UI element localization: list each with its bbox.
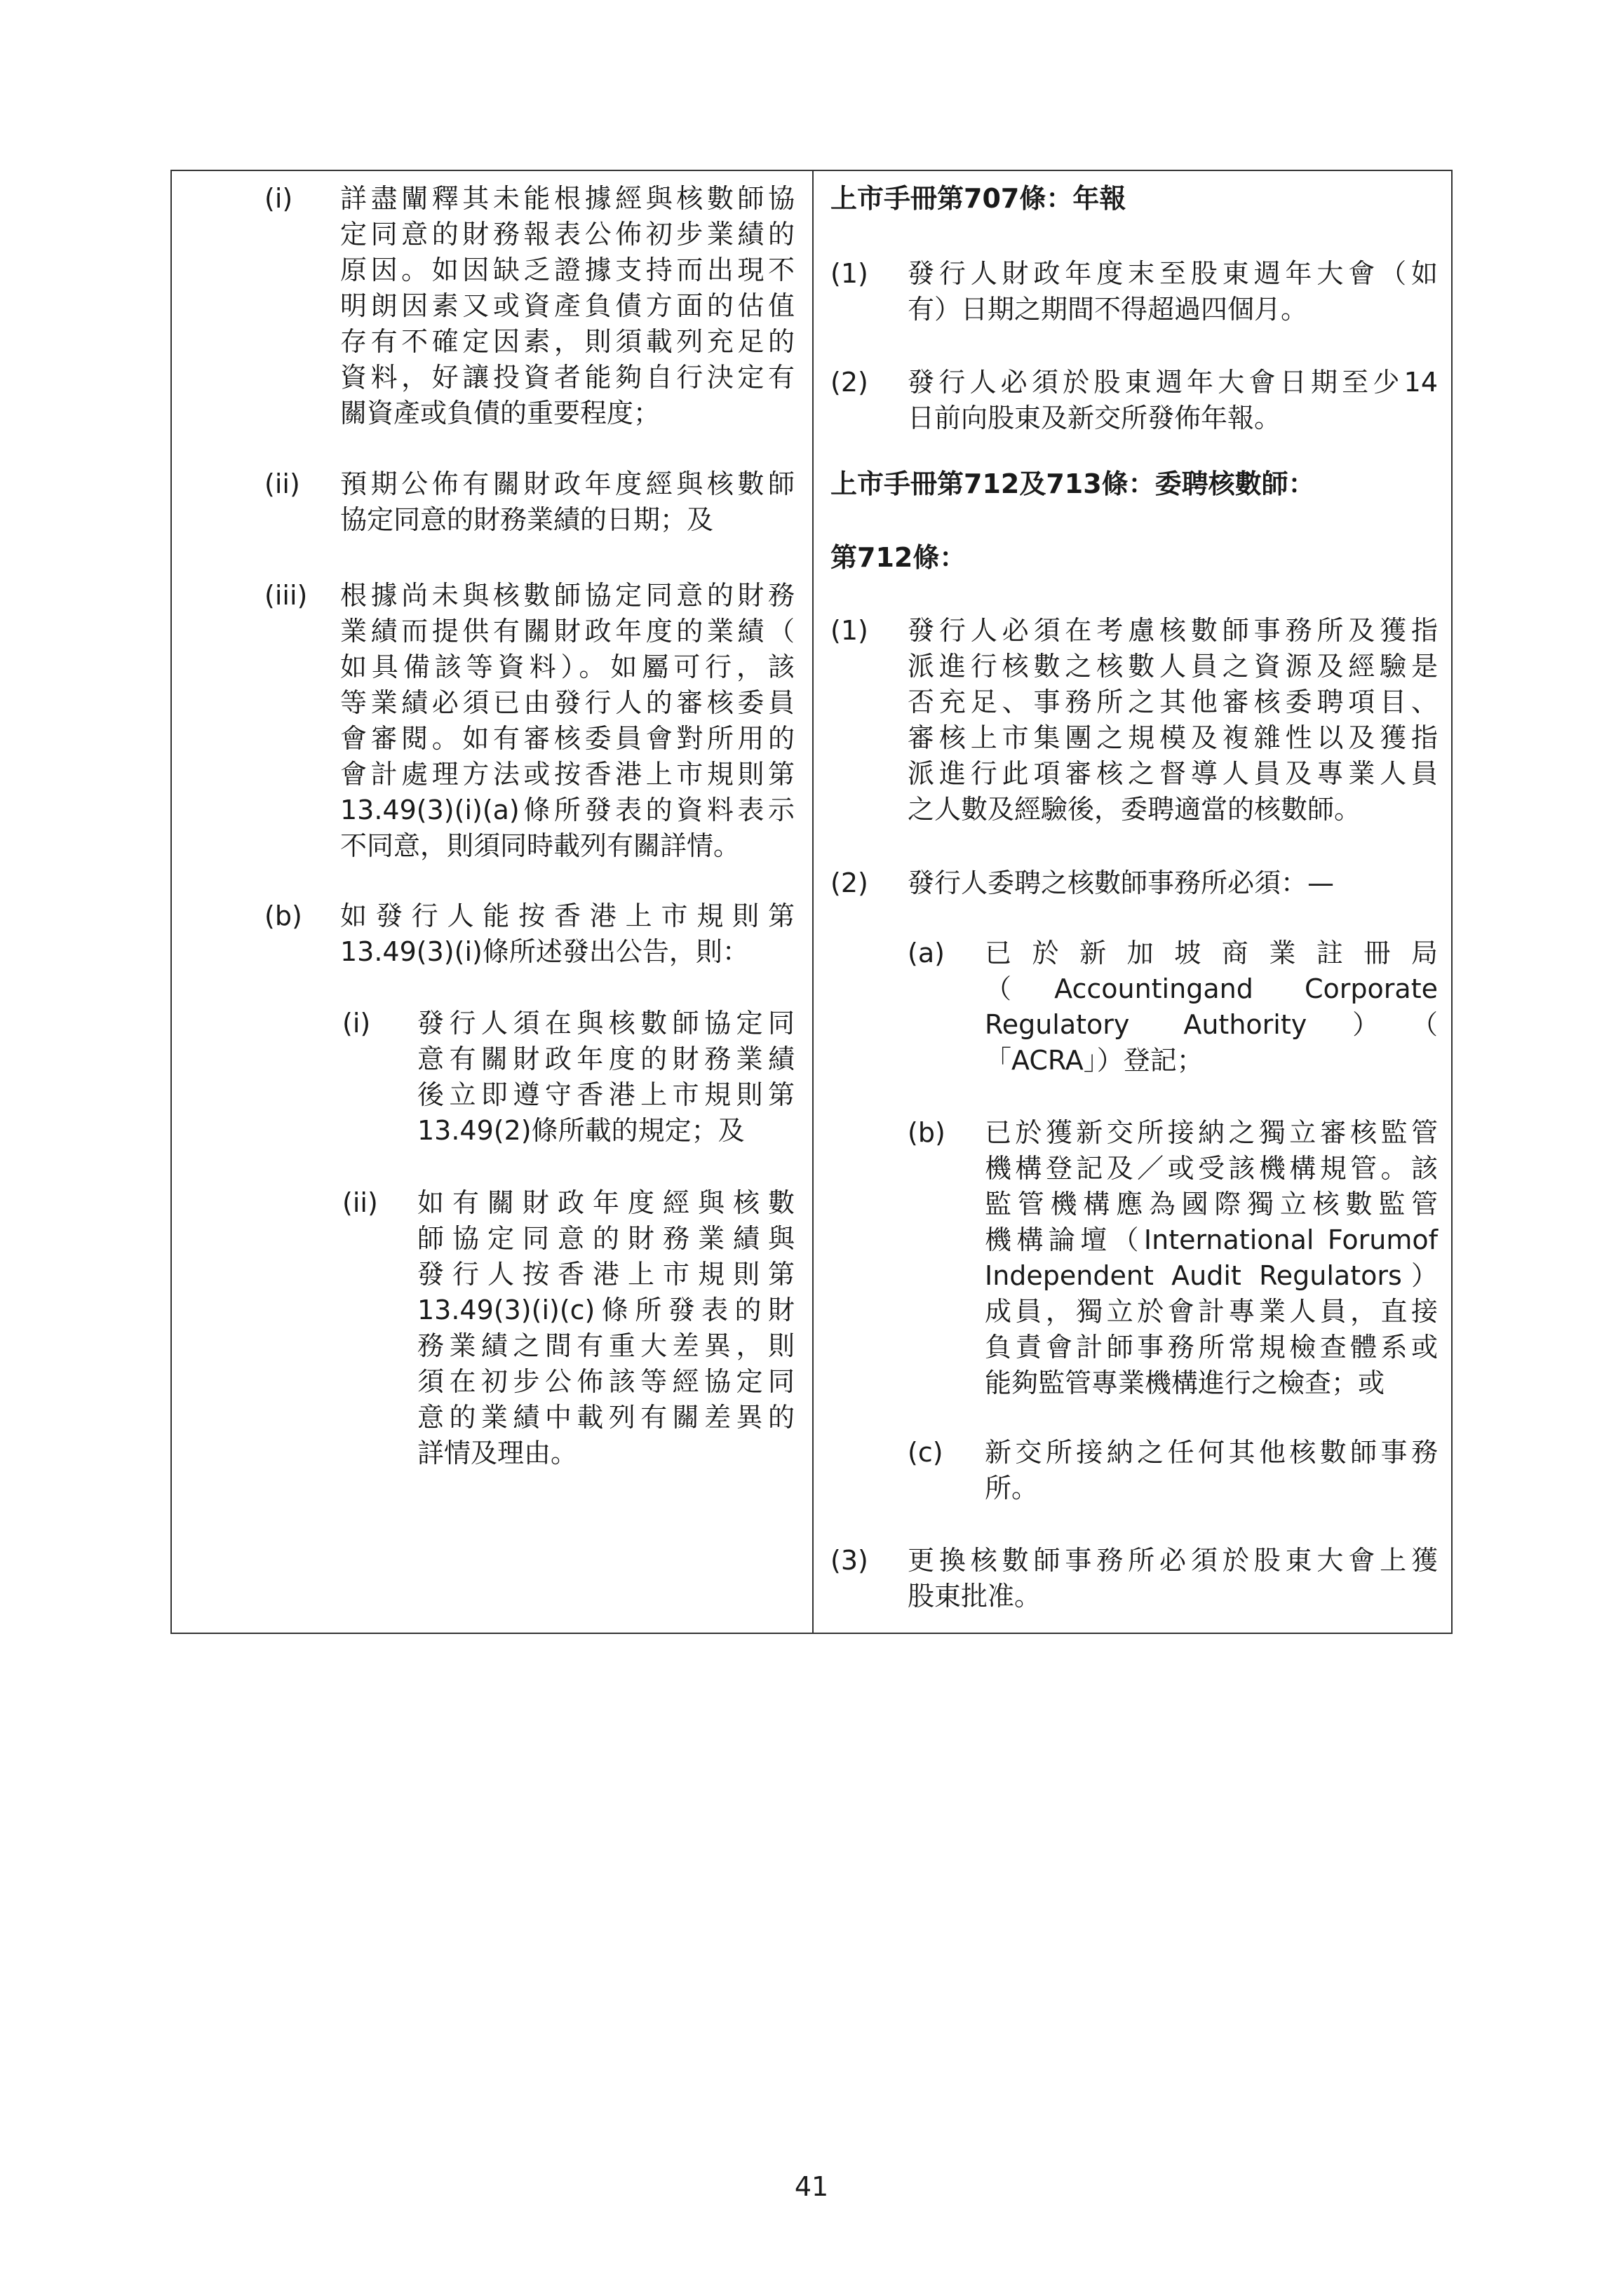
clause-label: (1)	[830, 258, 868, 289]
clause-label: (b)	[264, 900, 302, 931]
clause-label: (i)	[264, 183, 293, 214]
clause-label: (c)	[908, 1437, 943, 1468]
section-heading-707: 上市手冊第707條：年報	[830, 183, 1126, 214]
clause-text: 如有關財政年度經與核數 師協定同意的財務業績與 發行人按香港上市規則第 13.49(3)(i)(c)條所發表的財 務業績之間有重大差異，則 須在初步公佈該等經協定同 意的業績中載列有關差異的 詳情及理由。	[417, 1187, 795, 1468]
clause-label: (a)	[908, 938, 945, 968]
clause-label: (ii)	[264, 468, 300, 499]
clause-text: 根據尚未與核數師協定同意的財務 業績而提供有關財政年度的業績（ 如具備該等資料）。如屬可行，該 等業績必須已由發行人的審核委員 會審閱。如有審核委員會對所用的 會計處理方法或按香港上市規則第 13.49(3)(i)(a)條所發表的資料表示 不同意，則須同時載列有關詳情。	[340, 580, 795, 861]
clause-text: 發行人須在與核數師協定同 意有關財政年度的財務業績 後立即遵守香港上市規則第 13.49(2)條所載的規定；及	[417, 1008, 795, 1146]
clause-label: (1)	[830, 615, 868, 646]
document-table	[170, 170, 1453, 1634]
clause-text: 發行人財政年度末至股東週年大會（如 有）日期之期間不得超過四個月。	[908, 258, 1438, 325]
clause-text: 已於獲新交所接納之獨立審核監管 機構登記及／或受該機構規管。該 監管機構應為國際獨立核數監管 機構論壇（International Forumof Independent Audit Regulators） 成員，獨立於會計專業人員，直接 負責會計師事務所常規檢查體系或 能夠監管專業機構進行之檢查；或	[985, 1117, 1438, 1398]
clause-text: 發行人必須於股東週年大會日期至少14 日前向股東及新交所發佈年報。	[908, 367, 1438, 433]
clause-text: 新交所接納之任何其他核數師事務 所。	[985, 1437, 1438, 1504]
clause-label: (3)	[830, 1545, 868, 1576]
section-heading-712: 第712條：	[830, 542, 967, 573]
clause-label: (ii)	[342, 1187, 378, 1218]
clause-text: 已於新加坡商業註冊局 （Accountingand Corporate Regulatory Authority）（ 「ACRA」）登記；	[985, 938, 1438, 1076]
clause-label: (b)	[908, 1117, 945, 1148]
clause-text: 發行人必須在考慮核數師事務所及獲指 派進行核數之核數人員之資源及經驗是 否充足、事務所之其他審核委聘項目、 審核上市集團之規模及複雜性以及獲指 派進行此項審核之督導人員及專業人員 之人數及經驗後，委聘適當的核數師。	[908, 615, 1438, 825]
clause-text: 發行人委聘之核數師事務所必須：—	[908, 867, 1335, 898]
clause-text: 更換核數師事務所必須於股東大會上獲 股東批准。	[908, 1545, 1438, 1612]
clause-label: (2)	[830, 867, 868, 898]
section-heading-712-713: 上市手冊第712及713條：委聘核數師：	[830, 468, 1315, 499]
page-number: 41	[794, 2171, 829, 2202]
clause-label: (i)	[342, 1008, 371, 1039]
clause-text: 如發行人能按香港上市規則第 13.49(3)(i)條所述發出公告，則：	[340, 900, 795, 967]
clause-text: 預期公佈有關財政年度經與核數師 協定同意的財務業績的日期；及	[340, 468, 795, 535]
right-column	[814, 171, 1451, 1633]
clause-label: (2)	[830, 367, 868, 398]
clause-label: (iii)	[264, 580, 308, 611]
left-column	[172, 171, 814, 1633]
clause-text: 詳盡闡釋其未能根據經與核數師協 定同意的財務報表公佈初步業績的 原因。如因缺乏證據支持而出現不 明朗因素又或資產負債方面的估值 存有不確定因素，則須載列充足的 資料，好讓投資者能夠自行決定有 關資產或負債的重要程度；	[340, 183, 795, 428]
